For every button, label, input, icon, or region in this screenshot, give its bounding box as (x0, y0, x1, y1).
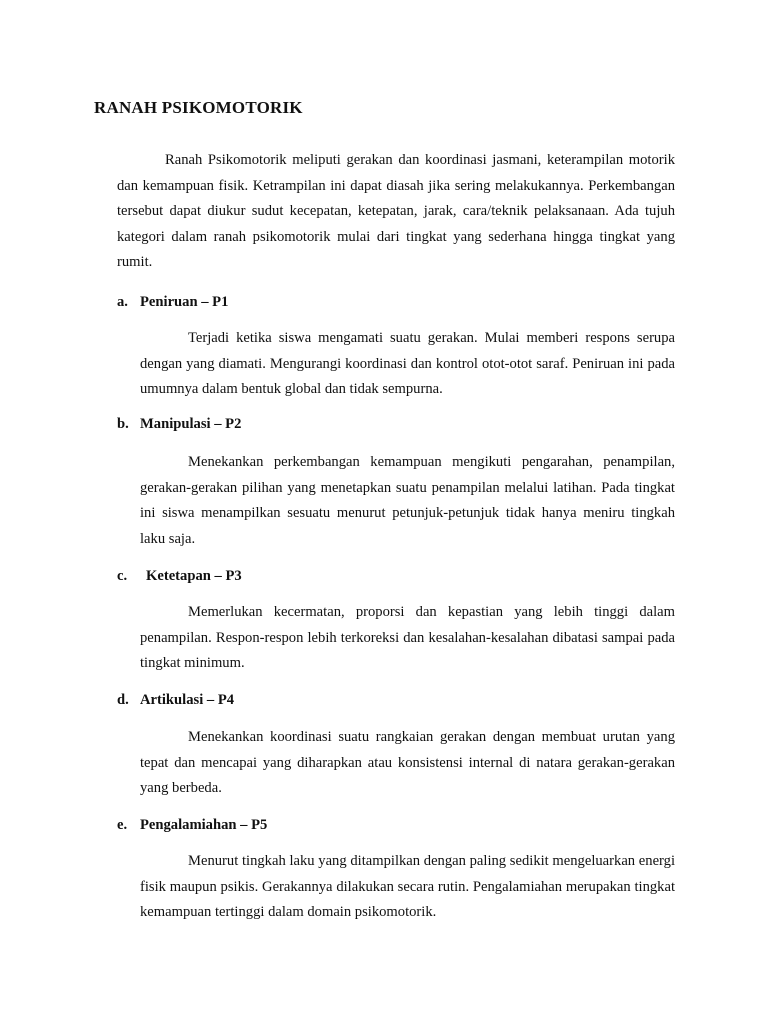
section-heading-text: Ketetapan – P3 (146, 568, 242, 584)
section-body-ketetapan: Memerlukan kecermatan, proporsi dan kepastian yang lebih tinggi dalam penampilan. Respon-respon lebih terkoreksi dan kesalahan-kesalahan dibatasi sampai pada tingkat minimum. (140, 604, 675, 671)
section-heading-artikulasi (117, 690, 234, 710)
intro-paragraph: Ranah Psikomotorik meliputi gerakan dan koordinasi jasmani, keterampilan motorik dan kemampuan fisik. Ketrampilan ini dapat diasah jika sering melakukannya. Perkembangan tersebut dapat diukur sudut kecepatan, ketepatan, jarak, cara/teknik pelaksanaan. Ada tujuh kategori dalam ranah psikomotorik mulai dari tingkat yang sederhana hingga tingkat yang rumit. (117, 152, 675, 270)
section-heading-pengalamiahan (117, 815, 267, 835)
section-marker: d. (117, 692, 129, 708)
section-marker: a. (117, 294, 128, 310)
section-heading-peniruan (117, 292, 228, 312)
section-marker: e. (117, 817, 128, 833)
section-heading-text: Peniruan – P1 (140, 294, 229, 310)
section-marker: b. (117, 416, 129, 432)
section-heading-text: Manipulasi – P2 (140, 416, 242, 432)
page-title: RANAH PSIKOMOTORIK (94, 98, 303, 117)
section-body-manipulasi: Menekankan perkembangan kemampuan mengikuti pengarahan, penampilan, gerakan-gerakan pilihan yang menetapkan suatu penampilan melalui latihan. Pada tingkat ini siswa menampilkan sesuatu menurut petunjuk-petunjuk tidak hanya meniru tingkah laku saja. (140, 454, 675, 547)
section-body-pengalamiahan: Menurut tingkah laku yang ditampilkan dengan paling sedikit mengeluarkan energi fisik maupun psikis. Gerakannya dilakukan secara rutin. Pengalamiahan merupakan tingkat kemampuan tertinggi dalam domain psikomotorik. (140, 853, 675, 920)
section-heading-manipulasi (117, 414, 241, 434)
section-body-peniruan: Terjadi ketika siswa mengamati suatu gerakan. Mulai memberi respons serupa dengan yang diamati. Mengurangi koordinasi dan kontrol otot-otot saraf. Peniruan ini pada umumnya dalam bentuk global dan tidak sempurna. (140, 330, 675, 397)
section-heading-text: Pengalamiahan – P5 (140, 817, 268, 833)
section-heading-text: Artikulasi – P4 (140, 692, 235, 708)
section-heading-ketetapan (117, 566, 242, 586)
section-body-artikulasi: Menekankan koordinasi suatu rangkaian gerakan dengan membuat urutan yang tepat dan mencapai yang diharapkan atau konsistensi internal di natara gerakan-gerakan yang berbeda. (140, 729, 675, 796)
section-marker: c. (117, 568, 128, 584)
